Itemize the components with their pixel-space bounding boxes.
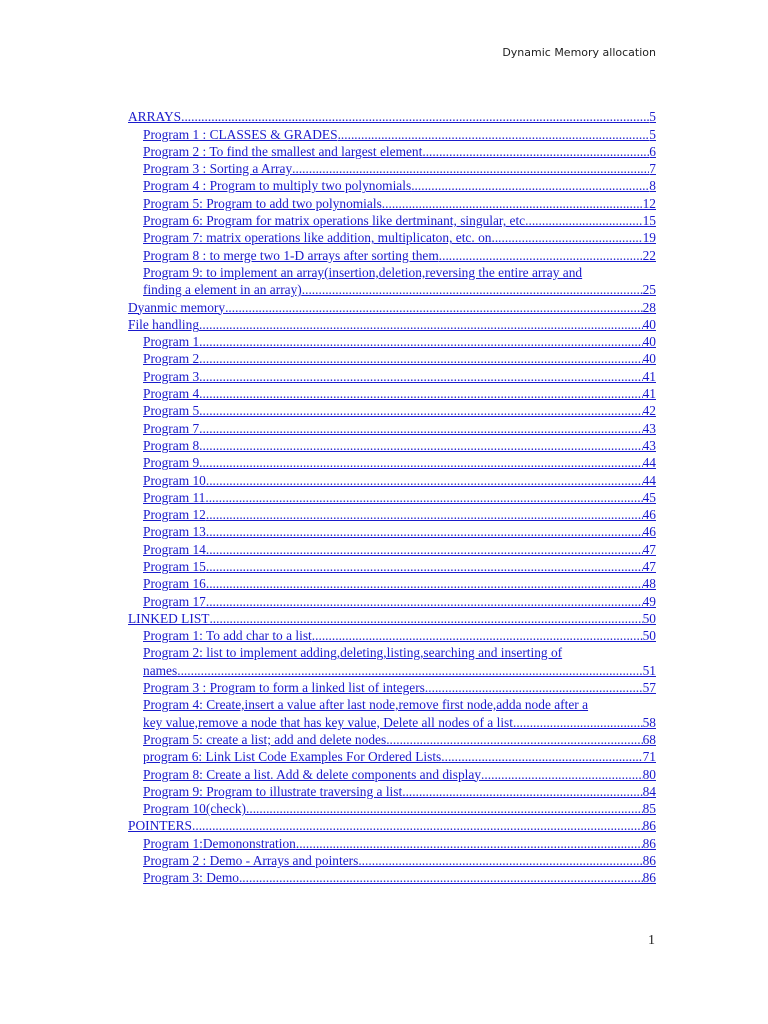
toc-entry[interactable] — [128, 610, 656, 627]
toc-entry-title: Program 9: Program to illustrate traversing a list — [143, 783, 403, 799]
toc-entry-title: Program 15 — [143, 559, 206, 575]
dot-leader — [199, 420, 642, 437]
toc-entry-title: Program 2 — [143, 351, 200, 367]
running-header: Dynamic Memory allocation — [502, 46, 656, 59]
dot-leader — [382, 195, 643, 212]
toc-entry[interactable] — [128, 350, 656, 367]
toc-entry-page: 15 — [642, 213, 656, 229]
toc-entry-title: Program 8: Create a list. Add & delete components and display — [143, 766, 482, 782]
dot-leader — [402, 783, 642, 800]
toc-entry[interactable] — [128, 817, 656, 834]
toc-entry[interactable] — [128, 143, 656, 160]
toc-entry-page: 22 — [642, 247, 656, 263]
toc-entry[interactable] — [128, 419, 656, 436]
dot-leader — [206, 575, 643, 592]
toc-entry-page: 58 — [642, 714, 656, 730]
dot-leader — [199, 368, 642, 385]
dot-leader — [192, 817, 643, 834]
toc-entry-page: 5 — [649, 126, 656, 142]
toc-entry-page: 40 — [642, 351, 656, 367]
dot-leader — [181, 108, 649, 125]
toc-entry-title: Program 3 : Program to form a linked list of integers — [143, 680, 425, 696]
toc-entry-title: Program 17 — [143, 593, 206, 609]
dot-leader — [206, 506, 643, 523]
toc-entry-title-continued: key value,remove a node that has key value, Delete all nodes of a list — [143, 714, 513, 730]
dot-leader — [177, 662, 642, 679]
toc-entry[interactable] — [128, 834, 656, 851]
toc-entry[interactable] — [128, 437, 656, 454]
dot-leader — [422, 143, 649, 160]
dot-leader — [199, 316, 643, 333]
toc-entry-page: 42 — [642, 403, 656, 419]
dot-leader — [225, 299, 643, 316]
toc-entry-page: 86 — [642, 870, 656, 886]
toc-entry-title: Program 5: Program to add two polynomials — [143, 195, 382, 211]
toc-entry[interactable] — [128, 125, 656, 142]
toc-entry-title: Program 8 : to merge two 1-D arrays after sorting them — [143, 247, 439, 263]
dot-leader — [206, 541, 643, 558]
toc-entry-page: 28 — [642, 299, 656, 315]
toc-entry-page: 8 — [649, 178, 656, 194]
toc-entry-title: Program 8 — [143, 437, 200, 453]
dot-leader — [292, 160, 649, 177]
dot-leader — [199, 454, 642, 471]
toc-entry-title: Program 11 — [143, 489, 206, 505]
toc-entry-page: 7 — [649, 161, 656, 177]
dot-leader — [205, 489, 642, 506]
dot-leader — [206, 523, 643, 540]
toc-entry[interactable] — [128, 575, 656, 592]
toc-entry[interactable] — [128, 489, 656, 506]
dot-leader — [206, 558, 643, 575]
toc-entry-title: Program 16 — [143, 576, 206, 592]
dot-leader — [296, 835, 643, 852]
toc-entry-page: 46 — [642, 507, 656, 523]
dot-leader — [199, 402, 642, 419]
toc-entry[interactable] — [128, 540, 656, 557]
toc-entry[interactable] — [128, 229, 656, 246]
dot-leader — [411, 177, 649, 194]
toc-entry[interactable] — [128, 264, 656, 299]
toc-entry-page: 84 — [642, 783, 656, 799]
toc-entry-title: Program 7 — [143, 420, 200, 436]
toc-entry[interactable] — [128, 783, 656, 800]
toc-entry-page: 57 — [642, 680, 656, 696]
toc-entry[interactable] — [128, 558, 656, 575]
toc-entry-page: 85 — [642, 801, 656, 817]
toc-entry-title: Program 1:Demononstration — [143, 835, 296, 851]
toc-entry-title: Program 3: Demo — [143, 870, 239, 886]
toc-entry[interactable] — [128, 765, 656, 782]
dot-leader — [425, 679, 643, 696]
dot-leader — [199, 437, 642, 454]
toc-entry-title: ARRAYS — [128, 109, 182, 125]
toc-entry-page: 5 — [649, 109, 656, 125]
dot-leader — [206, 472, 643, 489]
toc-entry[interactable] — [128, 333, 656, 350]
toc-entry-title-continued: finding a element in an array) — [143, 282, 302, 298]
toc-entry-page: 25 — [642, 282, 656, 298]
dot-leader — [386, 731, 642, 748]
dot-leader — [312, 627, 643, 644]
dot-leader — [513, 714, 643, 731]
dot-leader — [199, 350, 642, 367]
toc-entry[interactable] — [128, 731, 656, 748]
toc-entry-title: Program 7: matrix operations like addition, multiplicaton, etc. on — [143, 230, 492, 246]
toc-entry-title: Program 3 : Sorting a Array — [143, 161, 293, 177]
toc-entry[interactable] — [128, 852, 656, 869]
toc-entry-title-continued: names — [143, 662, 178, 678]
toc-entry-title: File handling — [128, 316, 200, 332]
toc-entry-page: 44 — [642, 455, 656, 471]
toc-entry[interactable] — [128, 402, 656, 419]
toc-entry[interactable] — [128, 523, 656, 540]
toc-entry-page: 41 — [642, 386, 656, 402]
toc-entry-page: 46 — [642, 524, 656, 540]
toc-entry-page: 68 — [642, 731, 656, 747]
toc-entry-title: Program 9: to implement an array(insertion,deletion,reversing the entire array and — [143, 264, 583, 280]
toc-entry-title: Program 6: Program for matrix operations like dertminant, singular, etc — [143, 213, 526, 229]
dot-leader — [199, 385, 642, 402]
toc-entry[interactable] — [128, 108, 656, 125]
dot-leader — [206, 593, 643, 610]
toc-entry-title: Program 4 — [143, 386, 200, 402]
toc-entry-title: Program 13 — [143, 524, 206, 540]
toc-entry-title: Program 2: list to implement adding,deleting,listing,searching and inserting of — [143, 645, 563, 661]
toc-entry[interactable] — [128, 212, 656, 229]
dot-leader — [491, 229, 642, 246]
toc-entry-page: 86 — [642, 853, 656, 869]
toc-entry-page: 86 — [642, 835, 656, 851]
toc-entry-page: 47 — [642, 541, 656, 557]
toc-entry-title: Program 10(check) — [143, 801, 246, 817]
toc-entry-page: 51 — [642, 662, 656, 678]
toc-entry[interactable] — [128, 367, 656, 384]
toc-entry[interactable] — [128, 748, 656, 765]
toc-entry[interactable] — [128, 592, 656, 609]
dot-leader — [209, 610, 642, 627]
toc-entry[interactable] — [128, 679, 656, 696]
toc-entry-title: Program 14 — [143, 541, 206, 557]
toc-entry-page: 41 — [642, 368, 656, 384]
toc-entry-title: Program 1: To add char to a list — [143, 628, 312, 644]
toc-entry-page: 44 — [642, 472, 656, 488]
dot-leader — [441, 748, 642, 765]
toc-entry-page: 43 — [642, 420, 656, 436]
toc-entry-title: Program 9 — [143, 455, 200, 471]
toc-entry-title: Program 5: create a list; add and delete nodes — [143, 731, 387, 747]
toc-entry-page: 48 — [642, 576, 656, 592]
table-of-contents — [128, 108, 656, 886]
toc-entry-title: Program 3 — [143, 368, 200, 384]
toc-entry-page: 45 — [642, 489, 656, 505]
toc-entry[interactable] — [128, 627, 656, 644]
toc-entry-title: Program 12 — [143, 507, 206, 523]
toc-entry[interactable] — [128, 471, 656, 488]
dot-leader — [302, 281, 643, 298]
toc-entry-page: 50 — [642, 628, 656, 644]
toc-entry-page: 43 — [642, 437, 656, 453]
toc-entry[interactable] — [128, 194, 656, 211]
toc-entry-title: LINKED LIST — [128, 610, 210, 626]
dot-leader — [199, 333, 642, 350]
dot-leader — [481, 766, 643, 783]
dot-leader — [439, 247, 643, 264]
toc-entry-page: 40 — [642, 316, 656, 332]
dot-leader — [239, 869, 643, 886]
toc-entry[interactable] — [128, 177, 656, 194]
toc-entry[interactable] — [128, 696, 656, 731]
toc-entry[interactable] — [128, 869, 656, 886]
toc-entry[interactable] — [128, 506, 656, 523]
toc-entry[interactable] — [128, 298, 656, 315]
toc-entry[interactable] — [128, 800, 656, 817]
toc-entry-page: 86 — [642, 818, 656, 834]
dot-leader — [338, 126, 650, 143]
page-number: 1 — [648, 933, 655, 948]
toc-entry-title: Program 10 — [143, 472, 206, 488]
toc-entry-page: 47 — [642, 559, 656, 575]
toc-entry-page: 71 — [642, 749, 656, 765]
toc-entry-title: Dyanmic memory — [128, 299, 226, 315]
toc-entry[interactable] — [128, 644, 656, 679]
toc-entry-page: 49 — [642, 593, 656, 609]
toc-entry-page: 12 — [642, 195, 656, 211]
toc-entry-page: 80 — [642, 766, 656, 782]
toc-entry[interactable] — [128, 160, 656, 177]
toc-entry[interactable] — [128, 316, 656, 333]
toc-entry-title: Program 5 — [143, 403, 200, 419]
toc-entry-title: Program 1 : CLASSES & GRADES — [143, 126, 338, 142]
toc-entry[interactable] — [128, 385, 656, 402]
toc-entry-page: 40 — [642, 334, 656, 350]
toc-entry-page: 50 — [642, 610, 656, 626]
dot-leader — [246, 800, 643, 817]
toc-entry-title: Program 4: Create,insert a value after last node,remove first node,adda node after a — [143, 697, 589, 713]
toc-entry[interactable] — [128, 246, 656, 263]
toc-entry-title: Program 2 : To find the smallest and largest element — [143, 143, 423, 159]
toc-entry-title: POINTERS — [128, 818, 192, 834]
toc-entry-page: 19 — [642, 230, 656, 246]
toc-entry-title: Program 1 — [143, 334, 200, 350]
toc-entry[interactable] — [128, 454, 656, 471]
dot-leader — [358, 852, 642, 869]
dot-leader — [525, 212, 642, 229]
toc-entry-title: Program 2 : Demo - Arrays and pointers — [143, 853, 359, 869]
toc-entry-title: Program 4 : Program to multiply two polynomials — [143, 178, 412, 194]
toc-entry-page: 6 — [649, 143, 656, 159]
toc-entry-title: program 6: Link List Code Examples For Ordered Lists — [143, 749, 442, 765]
